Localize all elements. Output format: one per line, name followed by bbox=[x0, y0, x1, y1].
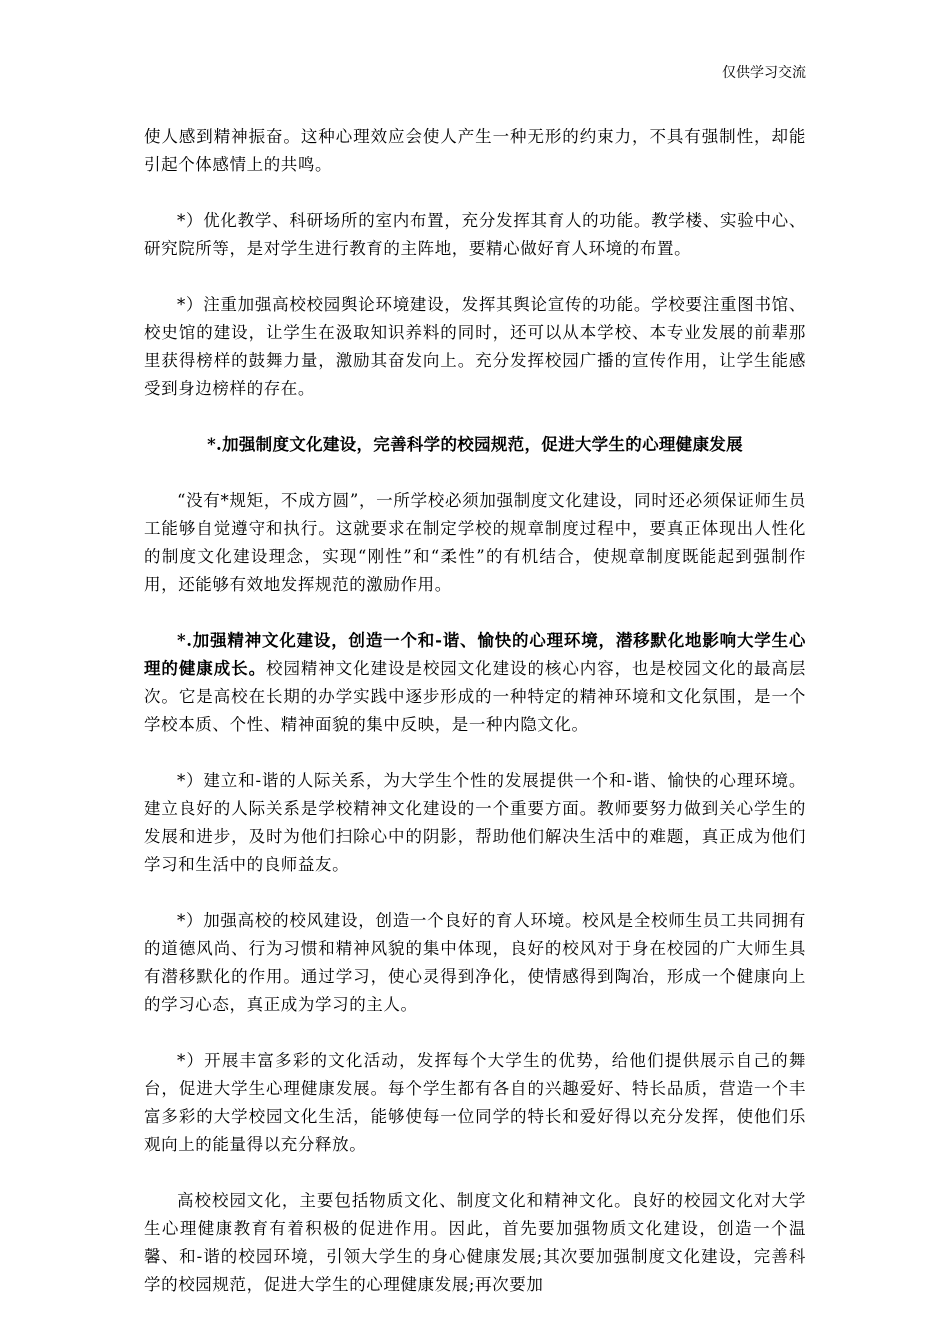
paragraph-5-lead: *.加强精神文化建设，创造一个和-谐、愉快的心理环境，潜移默化地影响大学生心理的健康成长。 bbox=[144, 631, 806, 678]
paragraph-6: *）建立和-谐的人际关系，为大学生个性的发展提供一个和-谐、愉快的心理环境。建立良好的人际关系是学校精神文化建设的一个重要方面。教师要努力做到关心学生的发展和进步，及时为他们扫除心中的阴影，帮助他们解决生活中的难题，真正成为他们学习和生活中的良师益友。 bbox=[144, 771, 806, 874]
paragraph-1: 使人感到精神振奋。这种心理效应会使人产生一种无形的约束力，不具有强制性，却能引起个体感情上的共鸣。 bbox=[144, 127, 806, 174]
document-body bbox=[144, 123, 806, 1327]
paragraph-5-text: 校园精神文化建设是校园文化建设的核心内容，也是校园文化的最高层次。它是高校在长期的办学实践中逐步形成的一种特定的精神环境和文化氛围，是一个学校本质、个性、精神面貌的集中反映，是一种内隐文化。 bbox=[144, 659, 806, 734]
paragraph-3: *）注重加强高校校园舆论环境建设，发挥其舆论宣传的功能。学校要注重图书馆、校史馆的建设，让学生在汲取知识养料的同时，还可以从本学校、本专业发展的前辈那里获得榜样的鼓舞力量，激励其奋发向上。充分发挥校园广播的宣传作用，让学生能感受到身边榜样的存在。 bbox=[144, 295, 806, 398]
paragraph-2: *）优化教学、科研场所的室内布置，充分发挥其育人的功能。教学楼、实验中心、研究院所等，是对学生进行教育的主阵地，要精心做好育人环境的布置。 bbox=[144, 211, 806, 258]
paragraph-8: *）开展丰富多彩的文化活动，发挥每个大学生的优势，给他们提供展示自己的舞台，促进大学生心理健康发展。每个学生都有各自的兴趣爱好、特长品质，营造一个丰富多彩的大学校园文化生活，能够使每一位同学的特长和爱好得以充分发挥，使他们乐观向上的能量得以充分释放。 bbox=[144, 1051, 806, 1154]
section-heading-system-culture: *.加强制度文化建设，完善科学的校园规范，促进大学生的心理健康发展 bbox=[207, 435, 743, 454]
header-note: 仅供学习交流 bbox=[722, 65, 806, 81]
paragraph-4: “没有*规矩，不成方圆”，一所学校必须加强制度文化建设，同时还必须保证师生员工能够自觉遵守和执行。这就要求在制定学校的规章制度过程中，要真正体现出人性化的制度文化建设理念，实现“刚性”和“柔性”的有机结合，使规章制度既能起到强制作用，还能够有效地发挥规范的激励作用。 bbox=[144, 491, 806, 594]
paragraph-9: 高校校园文化，主要包括物质文化、制度文化和精神文化。良好的校园文化对大学生心理健康教育有着积极的促进作用。因此，首先要加强物质文化建设，创造一个温馨、和-谐的校园环境，引领大学生的身心健康发展;其次要加强制度文化建设，完善科学的校园规范，促进大学生的心理健康发展;再次要加 bbox=[144, 1191, 806, 1294]
paragraph-5 bbox=[144, 627, 806, 739]
paragraph-7: *）加强高校的校风建设，创造一个良好的育人环境。校风是全校师生员工共同拥有的道德风尚、行为习惯和精神风貌的集中体现，良好的校风对于身在校园的广大师生具有潜移默化的作用。通过学习，使心灵得到净化，使情感得到陶冶，形成一个健康向上的学习心态，真正成为学习的主人。 bbox=[144, 911, 806, 1014]
